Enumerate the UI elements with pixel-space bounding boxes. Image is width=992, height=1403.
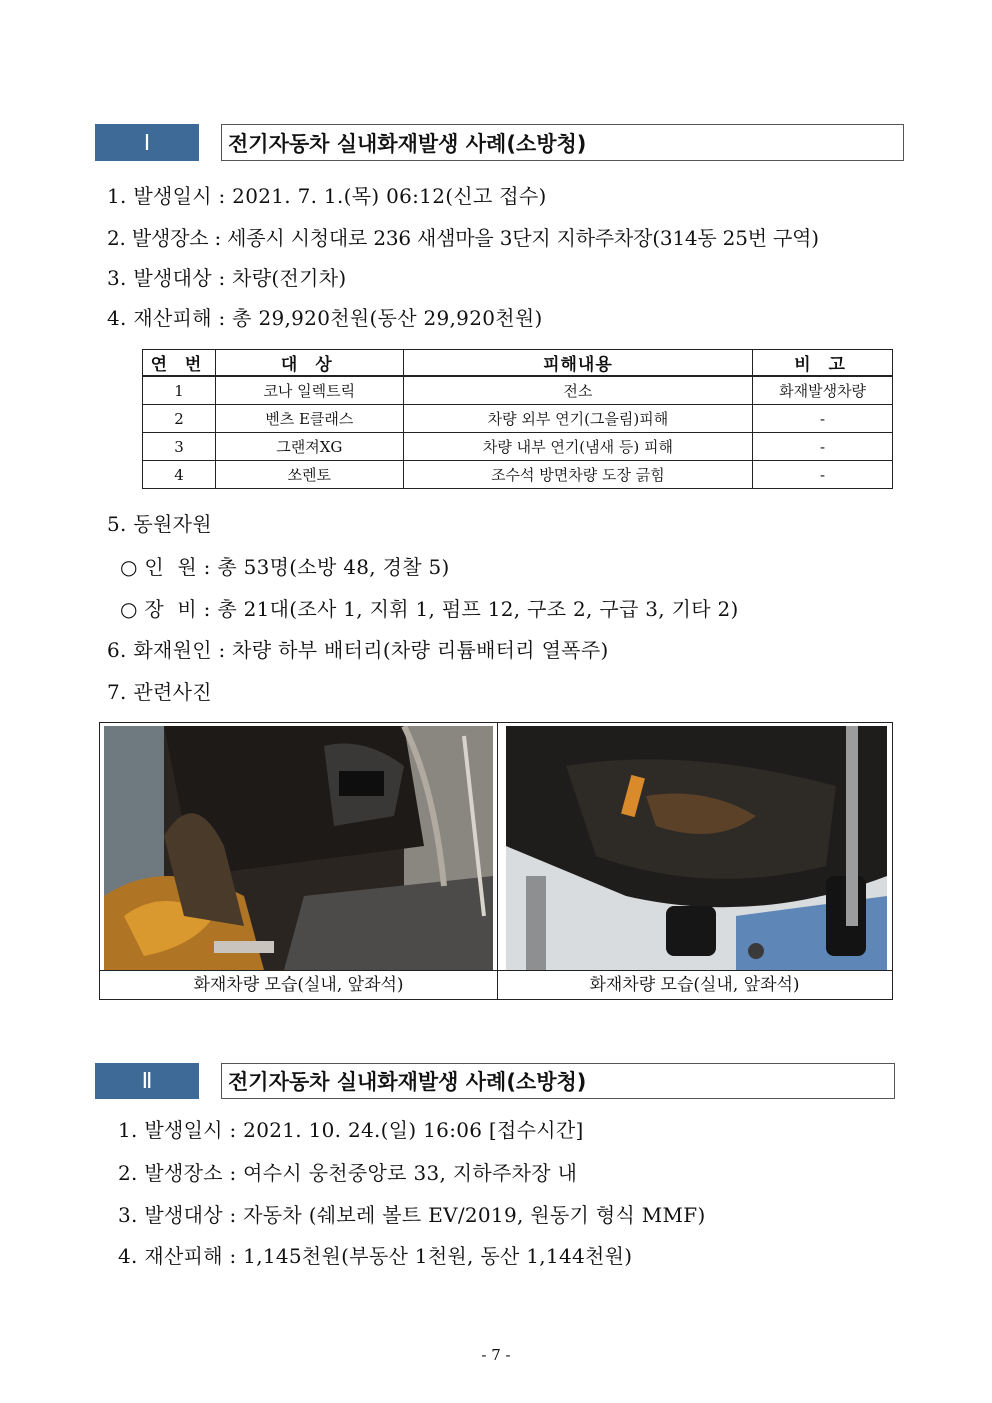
section-2-title: 전기자동차 실내화재발생 사례(소방청) <box>221 1063 895 1099</box>
cell-note: - <box>753 405 893 433</box>
section-1-item-location: 2. 발생장소 : 세종시 시청대로 236 새샘마을 3단지 지하주차장(314동 25번 구역) <box>107 226 819 250</box>
cell-serial: 2 <box>143 405 216 433</box>
section-1-personnel: ○ 인 원 : 총 53명(소방 48, 경찰 5) <box>120 555 450 579</box>
section-2-number: Ⅱ <box>95 1063 199 1099</box>
header-damage: 피해내용 <box>403 350 753 377</box>
cell-damage: 차량 외부 연기(그을림)피해 <box>403 405 753 433</box>
cell-target: 그랜져XG <box>215 433 403 461</box>
cell-note: - <box>753 461 893 489</box>
cell-damage: 전소 <box>403 376 753 405</box>
burned-underbody-photo <box>506 726 887 970</box>
page-number: - 7 - <box>481 1346 511 1364</box>
section-2-item-target: 3. 발생대상 : 자동차 (쉐보레 볼트 EV/2019, 원동기 형식 MMF) <box>118 1203 706 1227</box>
table-row <box>143 376 893 405</box>
section-1-photos-title: 7. 관련사진 <box>107 680 212 704</box>
section-1-equipment: ○ 장 비 : 총 21대(조사 1, 지휘 1, 펌프 12, 구조 2, 구급 3, 기타 2) <box>120 597 739 621</box>
table-header-row <box>143 350 893 377</box>
section-1-mobilization-title: 5. 동원자원 <box>107 512 212 536</box>
cell-target: 쏘렌토 <box>215 461 403 489</box>
table-row <box>143 433 893 461</box>
header-serial: 연 번 <box>143 350 216 377</box>
section-2-item-damage: 4. 재산피해 : 1,145천원(부동산 1천원, 동산 1,144천원) <box>118 1244 633 1268</box>
cell-damage: 차량 내부 연기(냄새 등) 피해 <box>403 433 753 461</box>
table-row <box>143 405 893 433</box>
damage-table <box>142 349 893 489</box>
burned-interior-photo <box>104 726 493 970</box>
photo-table <box>99 722 893 1000</box>
photo-cell-underbody <box>497 723 892 999</box>
cell-serial: 3 <box>143 433 216 461</box>
photo-cell-interior <box>100 723 498 999</box>
header-target: 대 상 <box>215 350 403 377</box>
table-row <box>143 461 893 489</box>
section-2-item-location: 2. 발생장소 : 여수시 웅천중앙로 33, 지하주차장 내 <box>118 1161 578 1185</box>
section-1-cause: 6. 화재원인 : 차량 하부 배터리(차량 리튬배터리 열폭주) <box>107 638 609 662</box>
photo-caption-left: 화재차량 모습(실내, 앞좌석) <box>100 970 497 999</box>
section-1-item-target: 3. 발생대상 : 차량(전기차) <box>107 266 347 290</box>
section-1-title: 전기자동차 실내화재발생 사례(소방청) <box>221 124 904 161</box>
cell-note: 화재발생차량 <box>753 376 893 405</box>
cell-target: 벤츠 E클래스 <box>215 405 403 433</box>
cell-serial: 1 <box>143 376 216 405</box>
cell-serial: 4 <box>143 461 216 489</box>
section-1-item-damage: 4. 재산피해 : 총 29,920천원(동산 29,920천원) <box>107 306 543 330</box>
section-1-item-date: 1. 발생일시 : 2021. 7. 1.(목) 06:12(신고 접수) <box>107 184 547 208</box>
cell-target: 코나 일렉트릭 <box>215 376 403 405</box>
cell-damage: 조수석 방면차량 도장 긁힘 <box>403 461 753 489</box>
section-2-item-date: 1. 발생일시 : 2021. 10. 24.(일) 16:06 [접수시간] <box>118 1118 584 1142</box>
photo-caption-right: 화재차량 모습(실내, 앞좌석) <box>497 970 892 999</box>
header-note: 비 고 <box>753 350 893 377</box>
section-1-number: Ⅰ <box>95 124 199 161</box>
cell-note: - <box>753 433 893 461</box>
